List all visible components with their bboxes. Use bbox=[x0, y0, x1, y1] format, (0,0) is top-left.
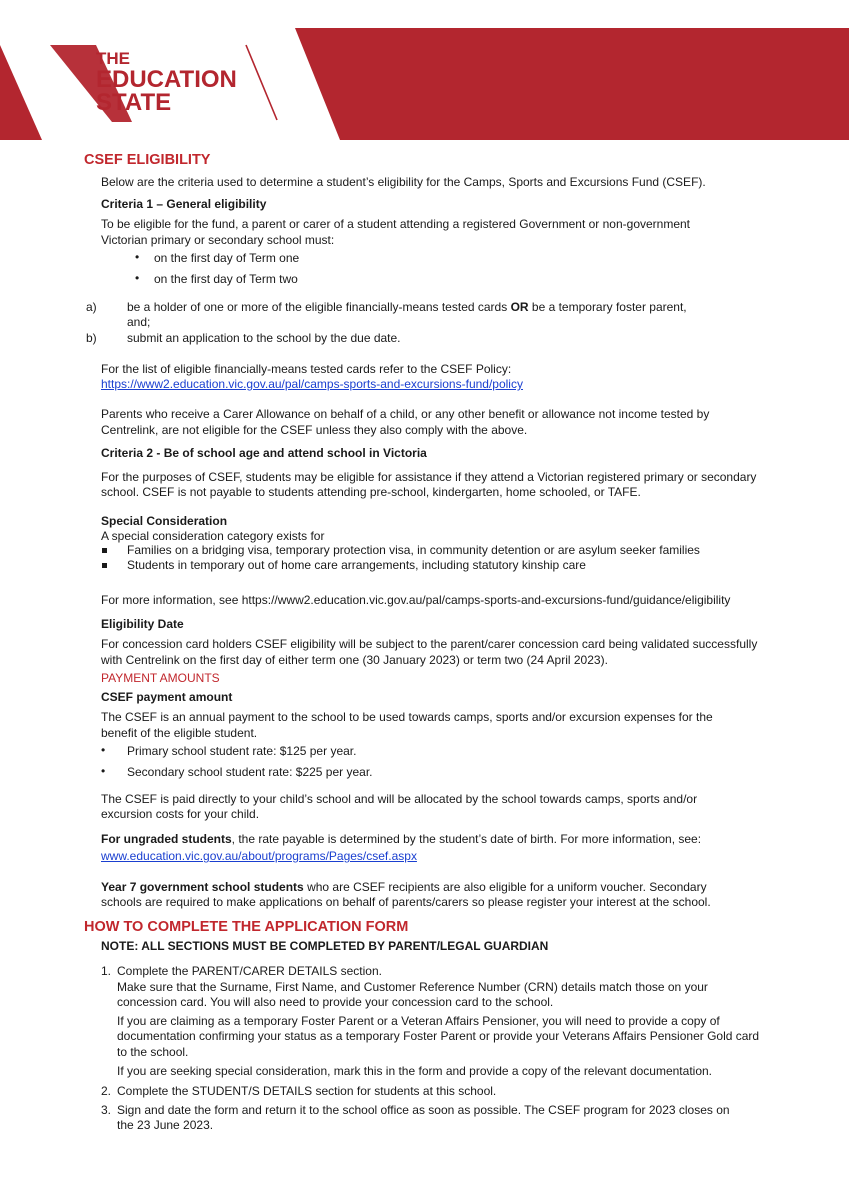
special-item-1: Families on a bridging visa, temporary protection visa, in community detention or are asylum seeker families bbox=[127, 543, 700, 557]
step3-line1: Sign and date the form and return it to the school office as soon as possible. The CSEF program for 2023 closes on bbox=[117, 1103, 730, 1117]
paid-text-2: excursion costs for your child. bbox=[101, 807, 260, 821]
year7-text-1: Year 7 government school students who are CSEF recipients are also eligible for a uniform voucher. Secondary bbox=[101, 880, 707, 894]
special-intro: A special consideration category exists for bbox=[101, 529, 325, 543]
special-item-2: Students in temporary out of home care arrangements, including statutory kinship care bbox=[127, 558, 586, 572]
item-a: be a holder of one or more of the eligible financially-means tested cards OR be a temporary foster parent, bbox=[127, 300, 687, 314]
bullet: • bbox=[101, 743, 106, 757]
eligibility-title: CSEF ELIGIBILITY bbox=[84, 152, 211, 168]
step1-p2-line1: If you are claiming as a temporary Foster Parent or a Veteran Affairs Pensioner, you will need to provide a copy of bbox=[117, 1014, 720, 1028]
cards-text: For the list of eligible financially-means tested cards refer to the CSEF Policy: bbox=[101, 362, 512, 376]
logo-line2: EDUCATION bbox=[96, 66, 237, 93]
payment-text-1: The CSEF is an annual payment to the school to be used towards camps, sports and/or excursion expenses for the bbox=[101, 710, 713, 724]
item-b-marker: b) bbox=[86, 331, 97, 345]
criteria1-text-1: To be eligible for the fund, a parent or carer of a student attending a registered Government or non-government bbox=[101, 217, 691, 231]
square-bullet bbox=[102, 548, 107, 553]
criteria1-bullet-2: on the first day of Term two bbox=[154, 272, 298, 286]
criteria2-text-2: school. CSEF is not payable to students attending pre-school, kindergarten, home schooled, or TAFE. bbox=[101, 485, 641, 499]
ungraded-link[interactable]: www.education.vic.gov.au/about/programs/Pages/csef.aspx bbox=[101, 849, 417, 863]
step1-p2-line3: to the school. bbox=[117, 1045, 189, 1059]
header-banner bbox=[0, 0, 849, 140]
item-b: submit an application to the school by the due date. bbox=[127, 331, 401, 345]
criteria2-heading: Criteria 2 - Be of school age and attend school in Victoria bbox=[101, 446, 427, 460]
criteria1-text-2: Victorian primary or secondary school must: bbox=[101, 233, 335, 247]
eligibility-intro: Below are the criteria used to determine a student’s eligibility for the Camps, Sports and Excursions Fund (CSEF). bbox=[101, 175, 706, 189]
step1-p1-line1: Make sure that the Surname, First Name, and Customer Reference Number (CRN) details match those on your bbox=[117, 980, 708, 994]
logo bbox=[96, 49, 237, 116]
bullet: • bbox=[135, 271, 140, 285]
ungraded-text: For ungraded students, the rate payable is determined by the student’s date of birth. For more information, see: bbox=[101, 832, 702, 846]
payment-text-2: benefit of the eligible student. bbox=[101, 726, 258, 740]
logo-line1: THE bbox=[96, 49, 130, 68]
eligibility-date-heading: Eligibility Date bbox=[101, 617, 184, 631]
step2-text: Complete the STUDENT/S DETAILS section for students at this school. bbox=[117, 1084, 497, 1098]
logo-line3: STATE bbox=[96, 89, 172, 116]
step1-p3: If you are seeking special consideration, mark this in the form and provide a copy of the relevant documentation. bbox=[117, 1064, 712, 1078]
carer-text-2: Centrelink, are not eligible for the CSEF unless they also comply with the above. bbox=[101, 423, 528, 437]
carer-text-1: Parents who receive a Carer Allowance on behalf of a child, or any other benefit or allowance not income tested by bbox=[101, 407, 710, 421]
step3-line2: the 23 June 2023. bbox=[117, 1118, 214, 1132]
rate-secondary: Secondary school student rate: $225 per year. bbox=[127, 765, 373, 779]
cards-link[interactable]: https://www2.education.vic.gov.au/pal/camps-sports-and-excursions-fund/policy bbox=[101, 377, 523, 391]
item-a-marker: a) bbox=[86, 300, 97, 314]
step1-text: Complete the PARENT/CARER DETAILS section. bbox=[117, 964, 382, 978]
payment-title: PAYMENT AMOUNTS bbox=[101, 671, 220, 685]
criteria2-text-1: For the purposes of CSEF, students may be eligible for assistance if they attend a Victorian registered primary or secondary bbox=[101, 470, 757, 484]
bullet: • bbox=[135, 250, 140, 264]
bullet: • bbox=[101, 764, 106, 778]
howto-note: NOTE: ALL SECTIONS MUST BE COMPLETED BY PARENT/LEGAL GUARDIAN bbox=[101, 939, 549, 953]
special-more-info: For more information, see https://www2.education.vic.gov.au/pal/camps-sports-and-excursions-fund/guidance/eligibility bbox=[101, 593, 731, 607]
square-bullet bbox=[102, 563, 107, 568]
rate-primary: Primary school student rate: $125 per year. bbox=[127, 744, 357, 758]
step3-marker: 3. bbox=[101, 1103, 112, 1117]
eligibility-date-text-2: with Centrelink on the first day of either term one (30 January 2023) or term two (24 April 2023). bbox=[101, 653, 608, 667]
step1-marker: 1. bbox=[101, 964, 112, 978]
eligibility-date-text-1: For concession card holders CSEF eligibility will be subject to the parent/carer concession card being validated successfully bbox=[101, 637, 758, 651]
step1-p2-line2: documentation confirming your status as a temporary Foster Parent or provide your Veterans Affairs Pensioner Gold card bbox=[117, 1029, 760, 1043]
criteria1-bullet-1: on the first day of Term one bbox=[154, 251, 300, 265]
special-heading: Special Consideration bbox=[101, 514, 228, 528]
step1-p1-line2: concession card. You will also need to provide your concession card to the school. bbox=[117, 995, 554, 1009]
howto-title: HOW TO COMPLETE THE APPLICATION FORM bbox=[84, 919, 409, 935]
payment-heading: CSEF payment amount bbox=[101, 690, 233, 704]
paid-text-1: The CSEF is paid directly to your child’s school and will be allocated by the school towards camps, sports and/or bbox=[101, 792, 698, 806]
year7-text-2: schools are required to make applications on behalf of parents/carers so please register your interest at the school. bbox=[101, 895, 711, 909]
step2-marker: 2. bbox=[101, 1084, 112, 1098]
criteria1-heading: Criteria 1 – General eligibility bbox=[101, 197, 267, 211]
item-a-line2: and; bbox=[127, 315, 151, 329]
